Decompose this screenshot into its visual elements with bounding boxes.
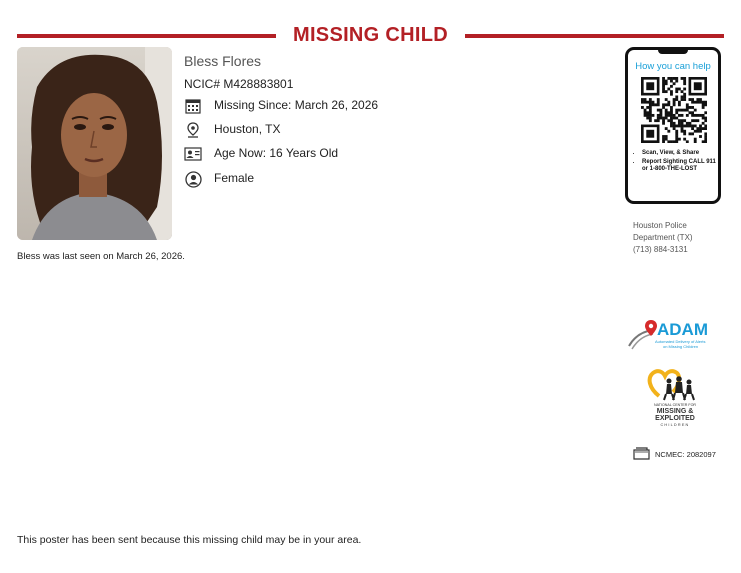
age-row — [184, 145, 339, 163]
ncmec-line4: CHILDREN — [660, 423, 690, 427]
ncmec-line3: EXPLOITED — [655, 415, 695, 422]
help-title: How you can help — [635, 61, 711, 72]
ncmec-line2: MISSING & — [656, 408, 694, 415]
help-phone-card — [625, 47, 721, 204]
calendar-icon — [184, 97, 202, 115]
agency-phone[interactable]: (713) 884-3131 — [633, 245, 688, 254]
agency-contact — [633, 220, 693, 256]
agency-name-line1: Houston Police — [633, 221, 687, 230]
poster-title: MISSING CHILD — [292, 24, 448, 46]
id-card-icon — [184, 145, 202, 163]
location: Houston, TX — [214, 122, 281, 136]
folder-icon — [633, 447, 650, 462]
sex: Female — [214, 171, 255, 185]
qr-code-icon[interactable] — [641, 77, 707, 143]
missing-since-row — [184, 97, 379, 115]
adam-sub2: on Missing Children — [663, 344, 699, 349]
help-item-share: • Scan, View, & Share — [642, 150, 720, 158]
missing-since: Missing Since: March 26, 2026 — [214, 98, 379, 112]
adam-sub1: Automated Delivery of Alerts — [655, 339, 706, 344]
adam-logo — [627, 318, 721, 354]
help-list — [632, 150, 720, 175]
location-pin-icon — [184, 121, 202, 139]
last-seen-text: Bless was last seen on March 26, 2026. — [17, 251, 185, 262]
adam-title: ADAM — [657, 320, 708, 339]
header-rule-right — [465, 34, 724, 38]
sex-row — [184, 170, 255, 188]
location-row — [184, 121, 281, 139]
phone-notch — [658, 49, 688, 54]
help-item-report: • Report Sighting CALL 911 or 1-800-THE-LOST — [642, 159, 720, 174]
header-rule-left — [17, 34, 276, 38]
ncmec-id-row — [633, 447, 716, 462]
ncmec-line1: NATIONAL CENTER FOR — [654, 403, 696, 407]
ncmec-logo — [645, 368, 705, 430]
agency-name-line2: Department (TX) — [633, 233, 693, 242]
footer-note: This poster has been sent because this missing child may be in your area. — [17, 534, 362, 546]
ncic-number: NCIC# M428883801 — [184, 77, 294, 91]
age-now: Age Now: 16 Years Old — [214, 146, 339, 160]
person-icon — [184, 170, 202, 188]
child-name: Bless Flores — [184, 53, 262, 69]
ncmec-id: NCMEC: 2082097 — [655, 450, 716, 459]
child-photo — [17, 47, 172, 240]
